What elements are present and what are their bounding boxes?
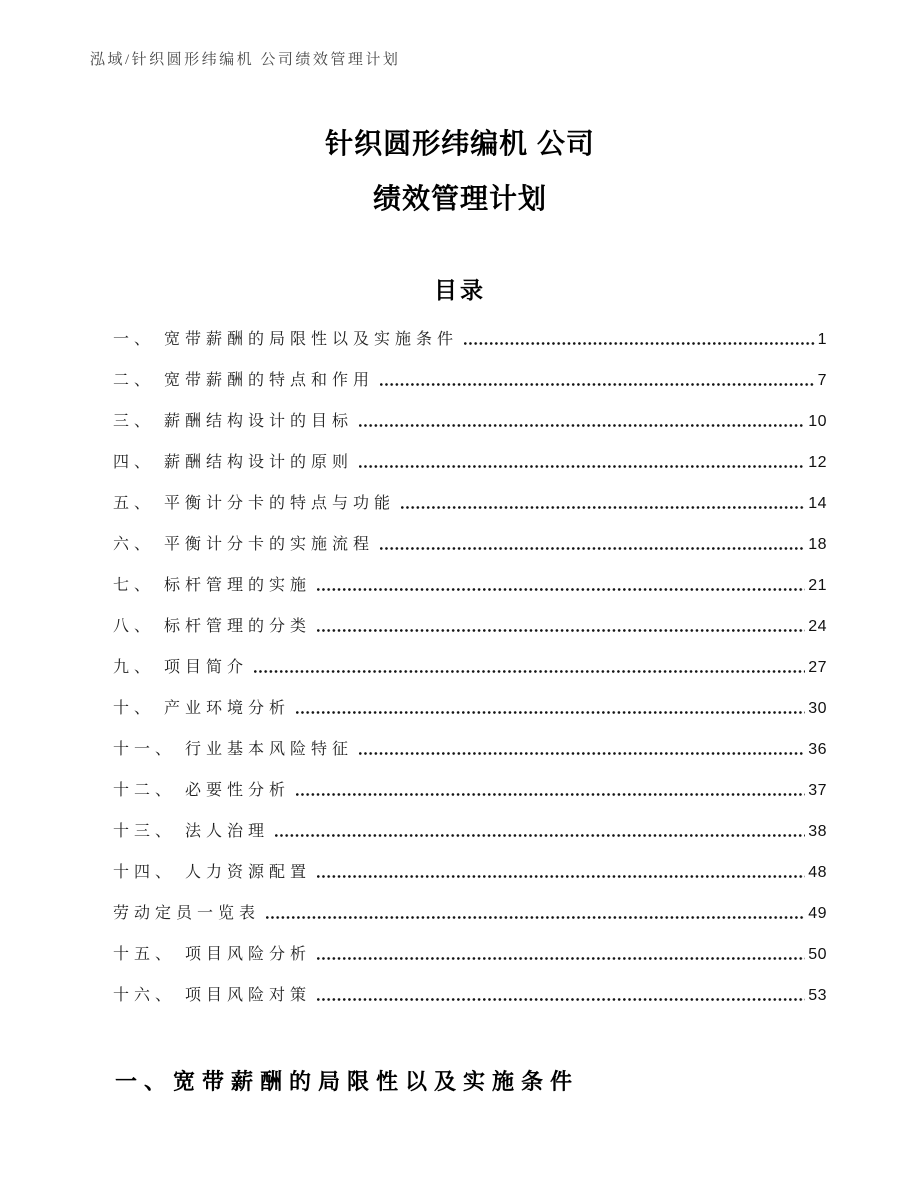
toc-entry[interactable] (113, 964, 827, 1005)
toc-entry-number: 十五、 (113, 946, 177, 963)
toc-page-number: 1 (817, 331, 827, 348)
toc-dotted-leader (317, 588, 805, 591)
toc-entry-number: 九、 (113, 659, 156, 676)
title-line-2: 绩效管理计划 (372, 183, 547, 214)
toc-entry-number: 四、 (113, 454, 156, 471)
toc-entry[interactable] (113, 554, 827, 595)
toc-dotted-leader (317, 875, 805, 878)
toc-entry-number: 十一、 (113, 741, 177, 758)
toc-entry[interactable] (113, 390, 827, 431)
toc-entry-label: 薪酬结构设计的目标 (164, 413, 354, 430)
toc-entry-label: 宽带薪酬的局限性以及实施条件 (164, 331, 459, 348)
toc-page-number: 37 (808, 782, 827, 799)
toc-page-number: 14 (808, 495, 827, 512)
toc-entry[interactable] (113, 882, 827, 923)
toc-page-number: 24 (808, 618, 827, 635)
toc-entry-label: 平衡计分卡的实施流程 (164, 536, 375, 553)
toc-page-number: 50 (808, 946, 827, 963)
toc-page-number: 53 (808, 987, 827, 1004)
toc-page-number: 27 (808, 659, 827, 676)
toc-dotted-leader (359, 465, 805, 468)
toc-list (113, 308, 827, 1005)
toc-entry-label: 标杆管理的实施 (164, 577, 312, 594)
toc-entry[interactable] (113, 349, 827, 390)
toc-entry-label: 标杆管理的分类 (164, 618, 312, 635)
toc-entry[interactable] (113, 677, 827, 718)
toc-dotted-leader (254, 670, 805, 673)
toc-dotted-leader (266, 916, 805, 919)
toc-page-number: 12 (808, 454, 827, 471)
toc-entry[interactable] (113, 923, 827, 964)
toc-entry-number: 二、 (113, 372, 156, 389)
toc-dotted-leader (317, 629, 805, 632)
toc-entry-number: 七、 (113, 577, 156, 594)
toc-entry[interactable] (113, 431, 827, 472)
toc-entry[interactable] (113, 800, 827, 841)
toc-page-number: 30 (808, 700, 827, 717)
toc-entry[interactable] (113, 513, 827, 554)
toc-entry-label: 必要性分析 (185, 782, 291, 799)
toc-entry-label: 人力资源配置 (185, 864, 312, 881)
toc-page-number: 18 (808, 536, 827, 553)
toc-dotted-leader (317, 957, 805, 960)
toc-dotted-leader (296, 711, 805, 714)
toc-entry-label: 产业环境分析 (164, 700, 291, 717)
toc-entry-number: 五、 (113, 495, 156, 512)
document-title (0, 116, 920, 226)
toc-entry[interactable] (113, 595, 827, 636)
toc-entry[interactable] (113, 308, 827, 349)
toc-entry-label: 项目简介 (164, 659, 249, 676)
section-heading: 一、宽带薪酬的局限性以及实施条件 (115, 1069, 580, 1094)
toc-heading: 目录 (434, 278, 486, 303)
toc-entry-number: 十、 (113, 700, 156, 717)
toc-page-number: 21 (808, 577, 827, 594)
toc-dotted-leader (275, 834, 805, 837)
toc-dotted-leader (359, 424, 805, 427)
toc-entry-label: 行业基本风险特征 (185, 741, 354, 758)
toc-page-number: 10 (808, 413, 827, 430)
toc-page-number: 49 (808, 905, 827, 922)
toc-entry-number: 一、 (113, 331, 156, 348)
toc-entry-number: 十二、 (113, 782, 177, 799)
toc-entry-number: 八、 (113, 618, 156, 635)
toc-entry-label: 平衡计分卡的特点与功能 (164, 495, 396, 512)
toc-entry-number: 三、 (113, 413, 156, 430)
toc-page-number: 48 (808, 864, 827, 881)
toc-entry[interactable] (113, 718, 827, 759)
toc-page-number: 36 (808, 741, 827, 758)
toc-entry-label: 薪酬结构设计的原则 (164, 454, 354, 471)
toc-entry-number: 十四、 (113, 864, 177, 881)
document-header: 泓域/针织圆形纬编机 公司绩效管理计划 (90, 52, 401, 68)
toc-entry[interactable] (113, 841, 827, 882)
toc-entry-number: 十三、 (113, 823, 177, 840)
toc-entry-number: 十六、 (113, 987, 177, 1004)
toc-entry-label: 法人治理 (185, 823, 270, 840)
toc-dotted-leader (317, 998, 805, 1001)
toc-entry-label: 劳动定员一览表 (113, 905, 261, 922)
toc-entry-number: 六、 (113, 536, 156, 553)
toc-dotted-leader (401, 506, 805, 509)
toc-entry[interactable] (113, 472, 827, 513)
toc-entry-label: 项目风险分析 (185, 946, 312, 963)
toc-entry-label: 宽带薪酬的特点和作用 (164, 372, 375, 389)
title-line-1: 针织圆形纬编机 公司 (325, 128, 595, 159)
toc-dotted-leader (464, 342, 815, 345)
toc-dotted-leader (380, 547, 805, 550)
toc-entry[interactable] (113, 759, 827, 800)
toc-dotted-leader (380, 383, 815, 386)
toc-entry[interactable] (113, 636, 827, 677)
toc-entry-label: 项目风险对策 (185, 987, 312, 1004)
toc-page-number: 38 (808, 823, 827, 840)
toc-dotted-leader (359, 752, 805, 755)
toc-dotted-leader (296, 793, 805, 796)
toc-page-number: 7 (817, 372, 827, 389)
